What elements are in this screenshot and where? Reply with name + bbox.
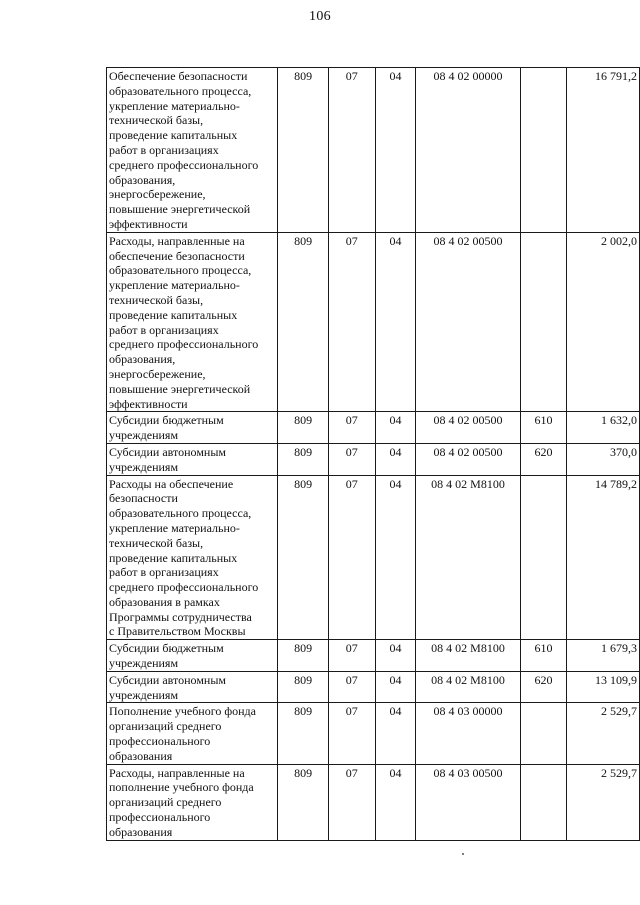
subsection-code-cell xyxy=(375,640,416,672)
page-number: 106 xyxy=(309,9,331,24)
item-name-text: Субсидии бюджетным учреждениям xyxy=(109,413,224,443)
section-code-cell xyxy=(328,640,375,672)
subsection-code-text: 04 xyxy=(389,413,402,428)
item-name-cell xyxy=(107,703,278,764)
table-row xyxy=(107,232,640,412)
expense-type-cell xyxy=(520,764,567,840)
subsection-code-cell xyxy=(375,703,416,764)
section-code-text: 07 xyxy=(345,672,358,687)
section-code-cell xyxy=(328,764,375,840)
amount-cell xyxy=(567,640,640,672)
target-article-text: 08 4 02 М8100 xyxy=(431,476,505,491)
ministry-code-cell xyxy=(278,764,329,840)
target-article-text: 08 4 02 00500 xyxy=(433,233,503,248)
table-row xyxy=(107,640,640,672)
table-row xyxy=(107,764,640,840)
section-code-text: 07 xyxy=(345,69,358,83)
table-row xyxy=(107,68,640,233)
expense-type-text: 620 xyxy=(534,444,553,459)
section-code-text: 07 xyxy=(345,765,358,780)
target-article-cell xyxy=(416,764,520,840)
target-article-text: 08 4 02 00500 xyxy=(433,413,503,428)
subsection-code-cell xyxy=(375,412,416,444)
amount-text: 14 789,2 xyxy=(595,476,637,491)
subsection-code-cell xyxy=(375,475,416,640)
section-code-cell xyxy=(328,232,375,412)
expense-type-cell xyxy=(520,412,567,444)
item-name-cell xyxy=(107,412,278,444)
ministry-code-cell xyxy=(278,671,329,703)
item-name-text: Субсидии бюджетным учреждениям xyxy=(109,641,224,671)
scan-dot-mark xyxy=(462,853,464,855)
target-article-text: 08 4 03 00000 xyxy=(433,704,503,719)
ministry-code-cell xyxy=(278,68,329,233)
section-code-cell xyxy=(328,68,375,233)
target-article-cell xyxy=(416,703,520,764)
section-code-cell xyxy=(328,475,375,640)
item-name-text: Расходы, направленные на обеспечение безопасности образовательного процесса, укрепление материально- технической базы, проведение капитальных работ в организациях среднего профессионального образования, энергосбережение, повышение энергетической эффективности xyxy=(109,233,259,411)
expense-type-cell xyxy=(520,640,567,672)
amount-cell xyxy=(567,68,640,233)
expense-type-cell xyxy=(520,475,567,640)
ministry-code-text: 809 xyxy=(294,69,313,83)
ministry-code-text: 809 xyxy=(294,641,313,656)
amount-text: 13 109,9 xyxy=(595,672,637,687)
ministry-code-text: 809 xyxy=(294,476,313,491)
item-name-cell xyxy=(107,640,278,672)
ministry-code-text: 809 xyxy=(294,444,313,459)
subsection-code-cell xyxy=(375,68,416,233)
subsection-code-text: 04 xyxy=(389,69,402,83)
target-article-text: 08 4 02 М8100 xyxy=(431,672,505,687)
amount-text: 16 791,2 xyxy=(595,69,637,83)
amount-cell xyxy=(567,232,640,412)
ministry-code-text: 809 xyxy=(294,413,313,428)
subsection-code-text: 04 xyxy=(389,641,402,656)
target-article-cell xyxy=(416,475,520,640)
expense-type-text: 620 xyxy=(534,672,553,687)
target-article-cell xyxy=(416,232,520,412)
target-article-cell xyxy=(416,671,520,703)
amount-text: 1 632,0 xyxy=(601,413,637,428)
ministry-code-text: 809 xyxy=(294,704,313,719)
expense-type-cell xyxy=(520,443,567,475)
ministry-code-text: 809 xyxy=(294,672,313,687)
amount-cell xyxy=(567,703,640,764)
section-code-cell xyxy=(328,703,375,764)
item-name-cell xyxy=(107,443,278,475)
subsection-code-text: 04 xyxy=(389,672,402,687)
budget-table-body xyxy=(107,68,640,841)
target-article-text: 08 4 02 00500 xyxy=(433,444,503,459)
section-code-cell xyxy=(328,671,375,703)
ministry-code-text: 809 xyxy=(294,765,313,780)
expense-type-text: 610 xyxy=(534,413,553,428)
section-code-text: 07 xyxy=(345,704,358,719)
amount-text: 370,0 xyxy=(610,444,637,459)
table-row xyxy=(107,703,640,764)
target-article-cell xyxy=(416,443,520,475)
section-code-cell xyxy=(328,443,375,475)
amount-text: 2 529,7 xyxy=(601,765,637,780)
subsection-code-cell xyxy=(375,671,416,703)
expense-type-cell xyxy=(520,703,567,764)
amount-cell xyxy=(567,671,640,703)
section-code-text: 07 xyxy=(345,233,358,248)
budget-table xyxy=(106,67,640,841)
ministry-code-cell xyxy=(278,412,329,444)
item-name-text: Субсидии автономным учреждениям xyxy=(109,672,226,702)
target-article-text: 08 4 02 00000 xyxy=(433,69,503,83)
subsection-code-cell xyxy=(375,232,416,412)
amount-cell xyxy=(567,475,640,640)
item-name-text: Пополнение учебного фонда организаций среднего профессионального образования xyxy=(109,704,256,763)
ministry-code-text: 809 xyxy=(294,233,313,248)
ministry-code-cell xyxy=(278,640,329,672)
table-row xyxy=(107,443,640,475)
expense-type-cell xyxy=(520,68,567,233)
target-article-text: 08 4 02 М8100 xyxy=(431,641,505,656)
target-article-cell xyxy=(416,640,520,672)
amount-text: 1 679,3 xyxy=(601,641,637,656)
expense-type-text: 610 xyxy=(534,641,553,656)
item-name-text: Расходы на обеспечение безопасности образовательного процесса, укрепление материально- технической базы, проведение капитальных работ в организациях среднего профессионального образования в рамках Программы сотрудничества с Правительством Москвы xyxy=(109,476,259,639)
item-name-cell xyxy=(107,671,278,703)
section-code-cell xyxy=(328,412,375,444)
target-article-cell xyxy=(416,412,520,444)
subsection-code-text: 04 xyxy=(389,476,402,491)
ministry-code-cell xyxy=(278,443,329,475)
ministry-code-cell xyxy=(278,703,329,764)
ministry-code-cell xyxy=(278,475,329,640)
subsection-code-text: 04 xyxy=(389,233,402,248)
amount-text: 2 529,7 xyxy=(601,704,637,719)
item-name-text: Субсидии автономным учреждениям xyxy=(109,444,226,474)
expense-type-cell xyxy=(520,232,567,412)
item-name-cell xyxy=(107,764,278,840)
amount-cell xyxy=(567,764,640,840)
section-code-text: 07 xyxy=(345,413,358,428)
item-name-cell xyxy=(107,475,278,640)
amount-cell xyxy=(567,443,640,475)
section-code-text: 07 xyxy=(345,476,358,491)
item-name-text: Обеспечение безопасности образовательного процесса, укрепление материально- технической базы, проведение капитальных работ в организациях среднего профессионального образования, энергосбережение, повышение энергетической эффективности xyxy=(109,69,259,231)
amount-cell xyxy=(567,412,640,444)
amount-text: 2 002,0 xyxy=(601,233,637,248)
target-article-text: 08 4 03 00500 xyxy=(433,765,503,780)
item-name-cell xyxy=(107,68,278,233)
item-name-text: Расходы, направленные на пополнение учебного фонда организаций среднего профессионального образования xyxy=(109,765,254,839)
item-name-cell xyxy=(107,232,278,412)
target-article-cell xyxy=(416,68,520,233)
table-row xyxy=(107,671,640,703)
table-row xyxy=(107,412,640,444)
section-code-text: 07 xyxy=(345,641,358,656)
subsection-code-cell xyxy=(375,443,416,475)
table-row xyxy=(107,475,640,640)
subsection-code-text: 04 xyxy=(389,765,402,780)
subsection-code-cell xyxy=(375,764,416,840)
expense-type-cell xyxy=(520,671,567,703)
ministry-code-cell xyxy=(278,232,329,412)
subsection-code-text: 04 xyxy=(389,444,402,459)
subsection-code-text: 04 xyxy=(389,704,402,719)
section-code-text: 07 xyxy=(345,444,358,459)
